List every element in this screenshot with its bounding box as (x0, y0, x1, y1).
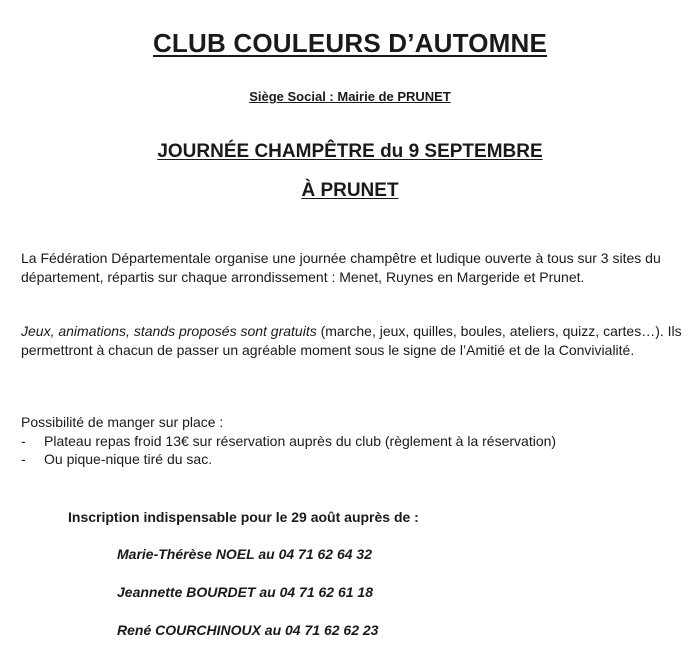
event-description-paragraph: La Fédération Départementale organise une journée champêtre et ludique ouverte à tous sur 3 sites du département, répartis sur chaque arrondissement : Menet, Ruynes en Margeride et Prunet. (21, 250, 661, 285)
activities-details: (marche, jeux, quilles, boules, ateliers, quizz, cartes…). Ils permettront à chacun de passer un agréable moment sous le signe de l’Amitié et de la Convivialité. (21, 323, 682, 358)
meal-option-text: Ou pique-nique tiré du sac. (44, 451, 213, 467)
contact-entry: Marie-Thérèse NOEL au 04 71 62 64 32 (117, 546, 372, 562)
meal-intro: Possibilité de manger sur place : (21, 414, 224, 430)
contact-entry: René COURCHINOUX au 04 71 62 62 23 (117, 622, 379, 638)
list-item (21, 450, 556, 468)
club-title: CLUB COULEURS D’AUTOMNE (152, 28, 548, 58)
registration-intro: Inscription indispensable pour le 29 août auprès de : (68, 509, 419, 525)
dash-bullet: - (21, 433, 26, 449)
list-item (21, 432, 556, 450)
activities-free-phrase: Jeux, animations, stands proposés sont gratuits (21, 323, 317, 339)
event-heading-location: À PRUNET (301, 180, 399, 201)
club-headquarters: Siège Social : Mairie de PRUNET (249, 89, 451, 104)
meal-option-text: Plateau repas froid 13€ sur réservation auprès du club (règlement à la réservation) (44, 433, 557, 449)
event-heading-date: JOURNÉE CHAMPÊTRE du 9 SEPTEMBRE (157, 141, 543, 162)
contact-entry: Jeannette BOURDET au 04 71 62 61 18 (117, 584, 374, 600)
meal-options-list (21, 432, 556, 468)
activities-paragraph (21, 322, 686, 360)
dash-bullet: - (21, 451, 26, 467)
